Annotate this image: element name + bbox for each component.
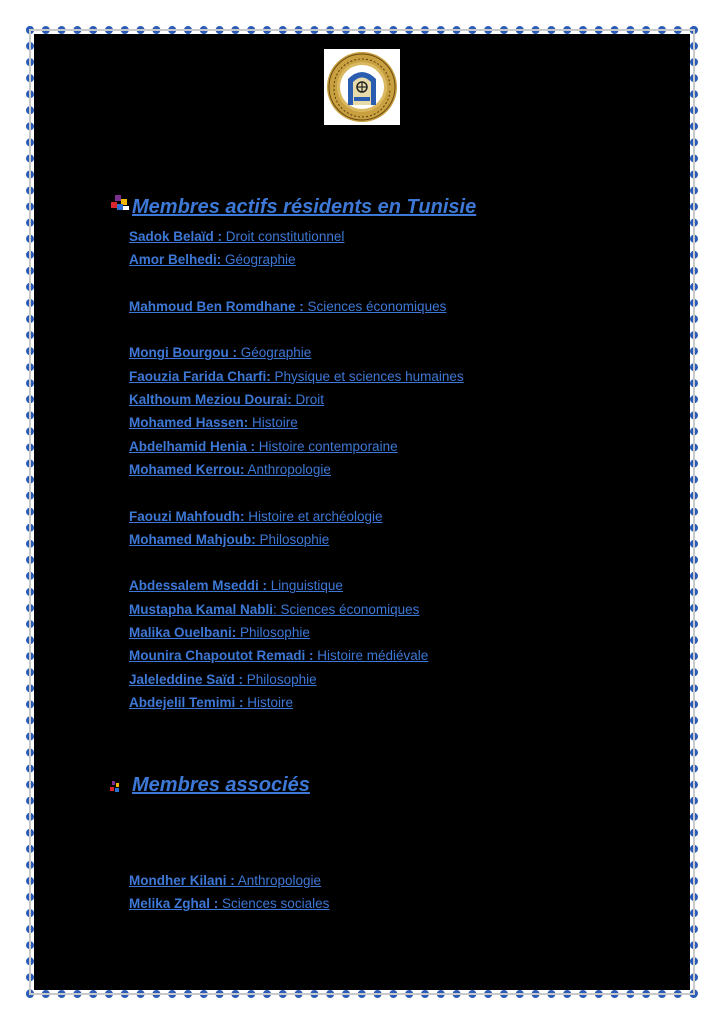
member-field: Anthropologie — [234, 873, 322, 888]
member-name: Mohamed Kerrou: — [129, 461, 245, 477]
member-name: Mounira Chapoutot Remadi : — [129, 648, 314, 664]
member-name: Abdessalem Mseddi : — [129, 578, 268, 594]
member-entry[interactable] — [129, 691, 464, 714]
member-field: Droit — [291, 392, 325, 408]
member-entry[interactable] — [129, 411, 464, 434]
member-name: Mohamed Mahjoub: — [129, 531, 256, 547]
section-title-associate-members: Membres associés — [132, 774, 310, 796]
member-entry[interactable] — [129, 574, 464, 597]
active-members-list — [129, 225, 464, 714]
member-entry[interactable] — [129, 621, 464, 644]
colored-squares-bullet-icon — [110, 781, 122, 793]
member-name: Jaleleddine Saïd : — [129, 671, 244, 687]
institution-seal-icon — [324, 49, 400, 125]
member-entry[interactable] — [129, 341, 464, 364]
member-field: Sciences économiques — [303, 298, 447, 314]
member-entry[interactable] — [129, 248, 464, 271]
member-field: Histoire contemporaine — [255, 438, 398, 454]
member-field: Géographie — [236, 345, 312, 361]
member-entry[interactable] — [129, 644, 464, 667]
member-name: Mongi Bourgou : — [129, 345, 237, 361]
member-field: Droit constitutionnel — [222, 229, 345, 244]
member-field: Linguistique — [267, 578, 343, 594]
member-name: Malika Ouelbani: — [129, 625, 237, 641]
member-field: Sciences sociales — [218, 896, 330, 912]
member-name: Abdejelil Temimi : — [129, 694, 244, 710]
associate-members-list — [129, 869, 329, 916]
member-field: Histoire médiévale — [313, 648, 429, 664]
member-entry[interactable] — [129, 435, 464, 458]
member-name: Sadok Belaïd : — [129, 229, 223, 244]
member-field: Philosophie — [255, 531, 330, 547]
member-field: Géographie — [221, 252, 296, 268]
member-entry[interactable] — [129, 295, 464, 318]
member-name: Mustapha Kamal Nabli — [129, 601, 274, 617]
member-field: Histoire et archéologie — [244, 508, 383, 524]
member-name: Kalthoum Meziou Dourai: — [129, 392, 292, 408]
member-field: : Sciences économiques — [273, 601, 420, 617]
member-field: Philosophie — [236, 625, 310, 641]
member-name: Mahmoud Ben Romdhane : — [129, 298, 304, 314]
member-name: Faouzi Mahfoudh: — [129, 508, 245, 524]
colored-squares-bullet-icon — [111, 195, 129, 211]
member-entry[interactable] — [129, 869, 329, 892]
member-entry[interactable] — [129, 505, 464, 528]
member-field: Histoire — [248, 415, 298, 431]
member-field: Anthropologie — [244, 461, 331, 477]
member-entry[interactable] — [129, 388, 464, 411]
member-entry[interactable] — [129, 365, 464, 388]
member-name: Amor Belhedi: — [129, 252, 222, 268]
member-name: Mohamed Hassen: — [129, 415, 249, 431]
member-entry[interactable] — [129, 458, 464, 481]
member-name: Mondher Kilani : — [129, 873, 235, 888]
member-name: Abdelhamid Henia : — [129, 438, 256, 454]
section-title-active-members: Membres actifs résidents en Tunisie — [132, 196, 477, 218]
member-name: Faouzia Farida Charfi: — [129, 368, 271, 384]
member-entry[interactable] — [129, 892, 329, 915]
member-field: Philosophie — [243, 671, 317, 687]
member-field: Physique et sciences humaines — [270, 368, 464, 384]
member-entry[interactable] — [129, 598, 464, 621]
member-entry[interactable] — [129, 528, 464, 551]
member-entry[interactable] — [129, 225, 464, 248]
member-entry[interactable] — [129, 668, 464, 691]
member-name: Melika Zghal : — [129, 896, 219, 912]
member-field: Histoire — [243, 694, 294, 710]
